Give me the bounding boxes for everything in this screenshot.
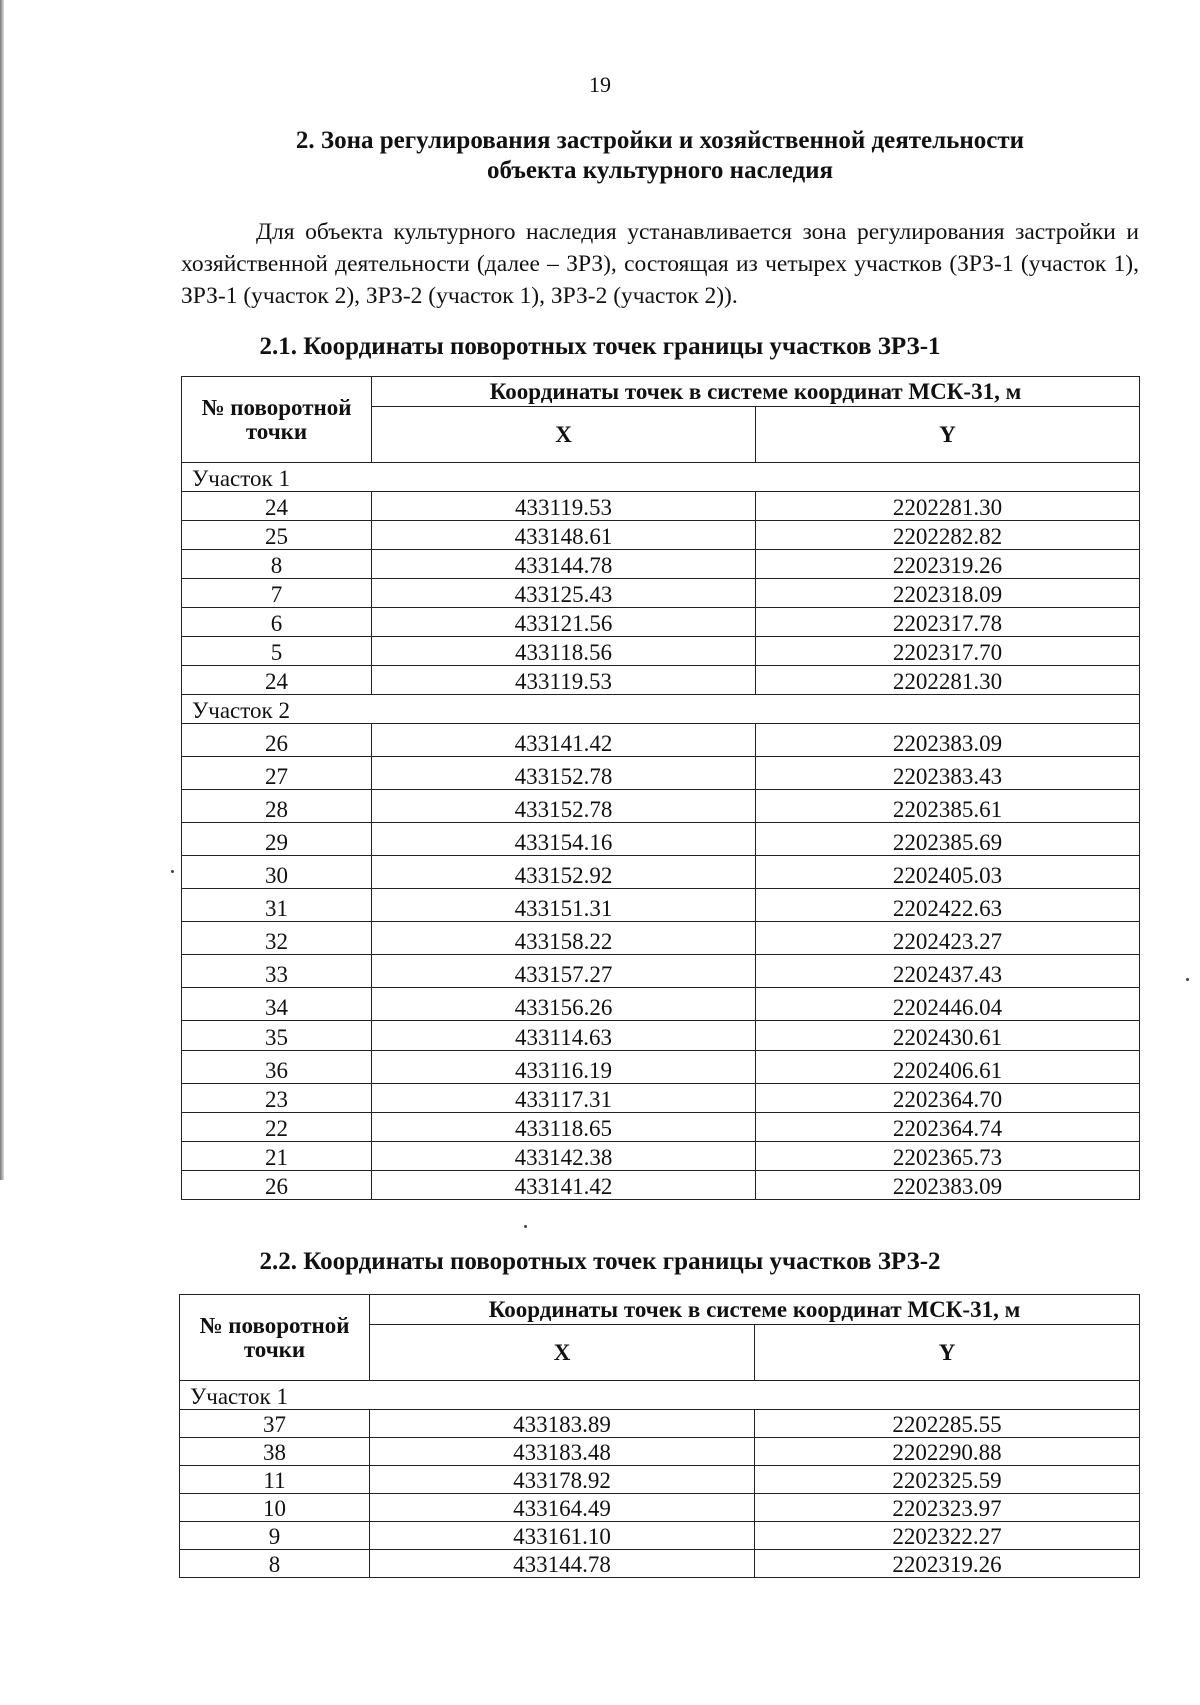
coords-system-header: Координаты точек в системе координат МСК-31, м (372, 377, 1140, 407)
y-coordinate-cell: 2202423.27 (756, 922, 1140, 955)
table-row (182, 856, 1140, 889)
x-coordinate-cell: 433157.27 (372, 955, 756, 988)
y-coordinate-cell: 2202318.09 (756, 579, 1140, 608)
group-label: Участок 2 (182, 695, 1140, 724)
point-number-cell: 32 (182, 922, 372, 955)
point-number-cell: 7 (182, 579, 372, 608)
x-coordinate-cell: 433178.92 (370, 1466, 755, 1494)
y-coordinate-cell: 2202322.27 (755, 1522, 1140, 1550)
x-coordinate-cell: 433154.16 (372, 823, 756, 856)
y-coordinate-cell: 2202319.26 (755, 1550, 1140, 1578)
table-row (182, 1113, 1140, 1142)
y-coordinate-cell: 2202325.59 (755, 1466, 1140, 1494)
table-row (182, 988, 1140, 1021)
table-row (180, 1522, 1140, 1550)
y-coordinate-cell: 2202405.03 (756, 856, 1140, 889)
point-number-cell: 5 (182, 637, 372, 666)
point-number-cell: 34 (182, 988, 372, 1021)
x-coordinate-cell: 433148.61 (372, 521, 756, 550)
x-header: X (370, 1325, 755, 1381)
point-number-cell: 31 (182, 889, 372, 922)
table-row (180, 1466, 1140, 1494)
x-coordinate-cell: 433119.53 (372, 492, 756, 521)
table-row (182, 757, 1140, 790)
point-number-cell: 38 (180, 1438, 370, 1466)
point-number-cell: 28 (182, 790, 372, 823)
point-number-cell: 6 (182, 608, 372, 637)
x-coordinate-cell: 433144.78 (370, 1550, 755, 1578)
x-coordinate-cell: 433118.56 (372, 637, 756, 666)
group-label: Участок 1 (180, 1381, 1140, 1410)
x-coordinate-cell: 433164.49 (370, 1494, 755, 1522)
y-coordinate-cell: 2202282.82 (756, 521, 1140, 550)
coords-table-zrz-1 (181, 376, 1140, 1200)
coords-table-zrz-2 (179, 1294, 1140, 1578)
x-coordinate-cell: 433141.42 (372, 1171, 756, 1200)
point-number-cell: 8 (180, 1550, 370, 1578)
point-number-cell: 22 (182, 1113, 372, 1142)
table-row (182, 1051, 1140, 1084)
table-row (182, 521, 1140, 550)
table-1-title: 2.1. Координаты поворотных точек границы участков ЗРЗ-1 (259, 333, 941, 360)
x-coordinate-cell: 433152.92 (372, 856, 756, 889)
scan-speck (524, 1225, 527, 1228)
point-number-cell: 24 (182, 492, 372, 521)
x-coordinate-cell: 433183.48 (370, 1438, 755, 1466)
x-coordinate-cell: 433161.10 (370, 1522, 755, 1550)
x-coordinate-cell: 433152.78 (372, 790, 756, 823)
point-number-cell: 10 (180, 1494, 370, 1522)
point-number-cell: 33 (182, 955, 372, 988)
point-number-cell: 30 (182, 856, 372, 889)
x-coordinate-cell: 433144.78 (372, 550, 756, 579)
point-number-cell: 23 (182, 1084, 372, 1113)
y-coordinate-cell: 2202323.97 (755, 1494, 1140, 1522)
x-coordinate-cell: 433121.56 (372, 608, 756, 637)
y-coordinate-cell: 2202430.61 (756, 1021, 1140, 1051)
table-row (182, 608, 1140, 637)
point-number-cell: 37 (180, 1410, 370, 1438)
point-number-header: № поворотной точки (180, 1295, 370, 1381)
page-number: 19 (589, 72, 611, 97)
point-number-cell: 27 (182, 757, 372, 790)
y-coordinate-cell: 2202446.04 (756, 988, 1140, 1021)
point-number-header: № поворотной точки (182, 377, 372, 463)
point-number-cell: 26 (182, 724, 372, 757)
y-coordinate-cell: 2202422.63 (756, 889, 1140, 922)
table-2-body (180, 1381, 1140, 1578)
point-number-cell: 29 (182, 823, 372, 856)
point-number-cell: 26 (182, 1171, 372, 1200)
y-coordinate-cell: 2202285.55 (755, 1410, 1140, 1438)
coords-system-header: Координаты точек в системе координат МСК-31, м (370, 1295, 1140, 1325)
y-coordinate-cell: 2202290.88 (755, 1438, 1140, 1466)
table-row (180, 1438, 1140, 1466)
table-row (182, 492, 1140, 521)
x-coordinate-cell: 433152.78 (372, 757, 756, 790)
x-coordinate-cell: 433141.42 (372, 724, 756, 757)
table-row (182, 955, 1140, 988)
table-row (180, 1410, 1140, 1438)
table-1-body (182, 463, 1140, 1200)
x-coordinate-cell: 433125.43 (372, 579, 756, 608)
point-number-cell: 9 (180, 1522, 370, 1550)
y-coordinate-cell: 2202281.30 (756, 666, 1140, 695)
group-label: Участок 1 (182, 463, 1140, 492)
table-row (182, 637, 1140, 666)
section-title-line-2: объекта культурного наследия (486, 157, 834, 184)
y-coordinate-cell: 2202383.43 (756, 757, 1140, 790)
y-coordinate-cell: 2202406.61 (756, 1051, 1140, 1084)
y-coordinate-cell: 2202383.09 (756, 1171, 1140, 1200)
table-row (182, 889, 1140, 922)
y-coordinate-cell: 2202365.73 (756, 1142, 1140, 1171)
point-number-cell: 24 (182, 666, 372, 695)
y-coordinate-cell: 2202281.30 (756, 492, 1140, 521)
table-row (182, 1084, 1140, 1113)
x-coordinate-cell: 433117.31 (372, 1084, 756, 1113)
table-row (182, 1171, 1140, 1200)
table-row (182, 823, 1140, 856)
table-row (182, 1021, 1140, 1051)
x-coordinate-cell: 433158.22 (372, 922, 756, 955)
x-coordinate-cell: 433116.19 (372, 1051, 756, 1084)
table-row (182, 579, 1140, 608)
point-number-cell: 11 (180, 1466, 370, 1494)
y-coordinate-cell: 2202317.70 (756, 637, 1140, 666)
table-row (182, 550, 1140, 579)
point-number-cell: 21 (182, 1142, 372, 1171)
scan-speck (171, 870, 174, 873)
table-row (182, 724, 1140, 757)
section-title-line-1: 2. Зона регулирования застройки и хозяйственной деятельности (295, 127, 1025, 154)
x-coordinate-cell: 433142.38 (372, 1142, 756, 1171)
x-header: X (372, 407, 756, 463)
point-number-cell: 25 (182, 521, 372, 550)
point-number-cell: 35 (182, 1021, 372, 1051)
y-coordinate-cell: 2202383.09 (756, 724, 1140, 757)
x-coordinate-cell: 433118.65 (372, 1113, 756, 1142)
table-row (182, 922, 1140, 955)
y-coordinate-cell: 2202385.69 (756, 823, 1140, 856)
table-row (180, 1550, 1140, 1578)
y-coordinate-cell: 2202364.74 (756, 1113, 1140, 1142)
y-coordinate-cell: 2202364.70 (756, 1084, 1140, 1113)
table-row (182, 790, 1140, 823)
y-coordinate-cell: 2202385.61 (756, 790, 1140, 823)
x-coordinate-cell: 433114.63 (372, 1021, 756, 1051)
intro-text: Для объекта культурного наследия устанавливается зона регулирования застройки и хозяйственной деятельности (далее – ЗРЗ), состоящая из четырех участков (ЗРЗ-1 (участок 1), ЗРЗ-1 (участок 2), ЗРЗ-2 (участок 1), ЗРЗ-2 (участок 2)). (181, 219, 1139, 309)
y-header: Y (755, 1325, 1140, 1381)
table-row (182, 1142, 1140, 1171)
table-row (180, 1494, 1140, 1522)
x-coordinate-cell: 433156.26 (372, 988, 756, 1021)
y-coordinate-cell: 2202319.26 (756, 550, 1140, 579)
y-header: Y (756, 407, 1140, 463)
point-number-cell: 36 (182, 1051, 372, 1084)
section-title (180, 126, 1140, 186)
x-coordinate-cell: 433119.53 (372, 666, 756, 695)
scan-edge (0, 0, 4, 1180)
y-coordinate-cell: 2202437.43 (756, 955, 1140, 988)
x-coordinate-cell: 433151.31 (372, 889, 756, 922)
point-number-cell: 8 (182, 550, 372, 579)
y-coordinate-cell: 2202317.78 (756, 608, 1140, 637)
scan-speck (1186, 978, 1189, 981)
intro-paragraph (181, 216, 1139, 312)
x-coordinate-cell: 433183.89 (370, 1410, 755, 1438)
table-row (182, 666, 1140, 695)
table-2-title: 2.2. Координаты поворотных точек границы участков ЗРЗ-2 (259, 1248, 941, 1275)
